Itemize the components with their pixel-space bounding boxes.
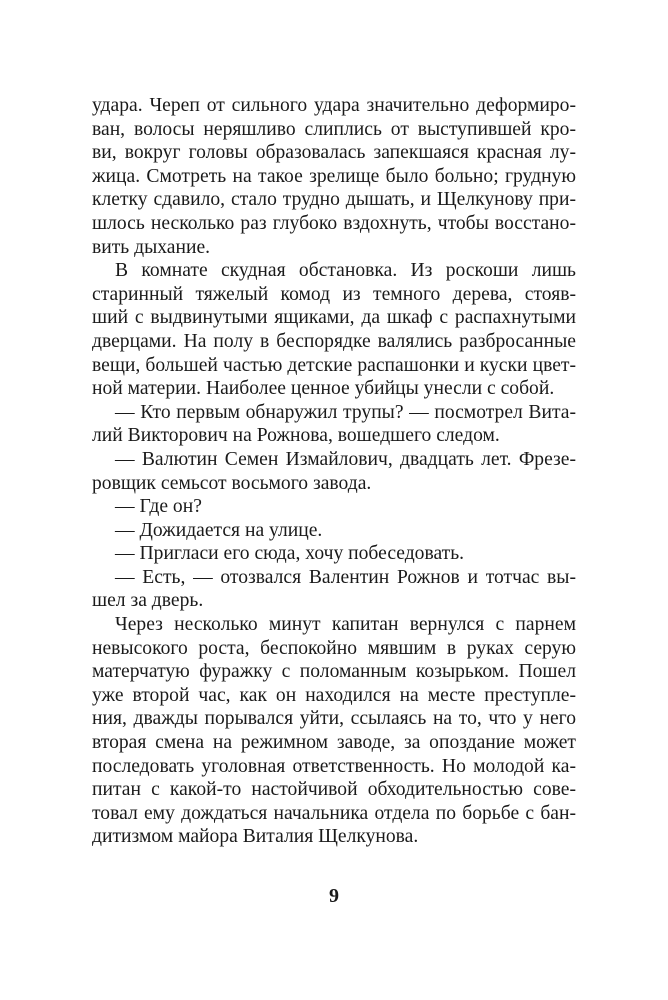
text-line: вторая смена на режимном заводе, за опоздание может	[92, 732, 576, 754]
text-line: шел за дверь.	[92, 590, 204, 612]
dialogue-line: — Пригласи его сюда, хочу побеседовать.	[115, 543, 465, 565]
text-line: лий Викторович на Рожнова, вошедшего следом.	[92, 425, 500, 447]
page-text-block	[92, 94, 576, 849]
text-line: удара. Череп от сильного удара значительно деформиро-	[92, 95, 576, 116]
text-line: Через несколько минут капитан вернулся с парнем	[115, 614, 576, 636]
text-line: ной материи. Наиболее ценное убийцы унесли с собой.	[92, 378, 555, 400]
text-line: ван, волосы неряшливо слиплись от выступившей кро-	[92, 118, 576, 140]
text-line: питан с какой-то настойчивой обходительностью сове-	[92, 779, 576, 801]
dialogue-line: — Кто первым обнаружил трупы? — посмотрел Вита-	[115, 401, 576, 423]
dialogue-line: — Где он?	[115, 496, 202, 518]
text-line: ровщик семьсот восьмого завода.	[92, 472, 372, 494]
text-line: дитизмом майора Виталия Щелкунова.	[92, 826, 419, 848]
dialogue-line: — Дожидается на улице.	[115, 519, 323, 541]
text-line: товал ему дождаться начальника отдела по борьбе с бан-	[92, 802, 576, 824]
text-line: матерчатую фуражку с поломанным козырьком. Пошел	[92, 661, 576, 683]
text-line: старинный тяжелый комод из темного дерева, стояв-	[92, 283, 576, 305]
dialogue-line: — Валютин Семен Измайлович, двадцать лет. Фрезе-	[115, 448, 576, 470]
text-line: уже второй час, как он находился на месте преступле-	[92, 684, 576, 706]
text-line: ния, дважды порывался уйти, ссылаясь на то, что у него	[92, 708, 576, 730]
text-line: вить дыхание.	[92, 236, 211, 258]
text-line: клетку сдавило, стало трудно дышать, и Щелкунову при-	[92, 189, 576, 211]
text-line: невысокого роста, беспокойно мявшим в руках серую	[92, 637, 576, 659]
text-line: В комнате скудная обстановка. Из роскоши лишь	[115, 260, 576, 282]
dialogue-line: — Есть, — отозвался Валентин Рожнов и тотчас вы-	[115, 566, 576, 588]
page-number: 9	[329, 885, 339, 907]
text-line: жица. Смотреть на такое зрелище было больно; грудную	[92, 165, 576, 187]
text-line: шлось несколько раз глубоко вздохнуть, чтобы восстано-	[92, 212, 576, 234]
text-line: последовать уголовная ответственность. Но молодой ка-	[92, 755, 576, 777]
text-line: ви, вокруг головы образовалась запекшаяся красная лу-	[92, 142, 576, 164]
text-line: ший с выдвинутыми ящиками, да шкаф с распахнутыми	[92, 307, 576, 329]
text-line: вещи, большей частью детские распашонки и куски цвет-	[92, 354, 576, 376]
text-line: дверцами. На полу в беспорядке валялись разбросанные	[92, 330, 576, 352]
